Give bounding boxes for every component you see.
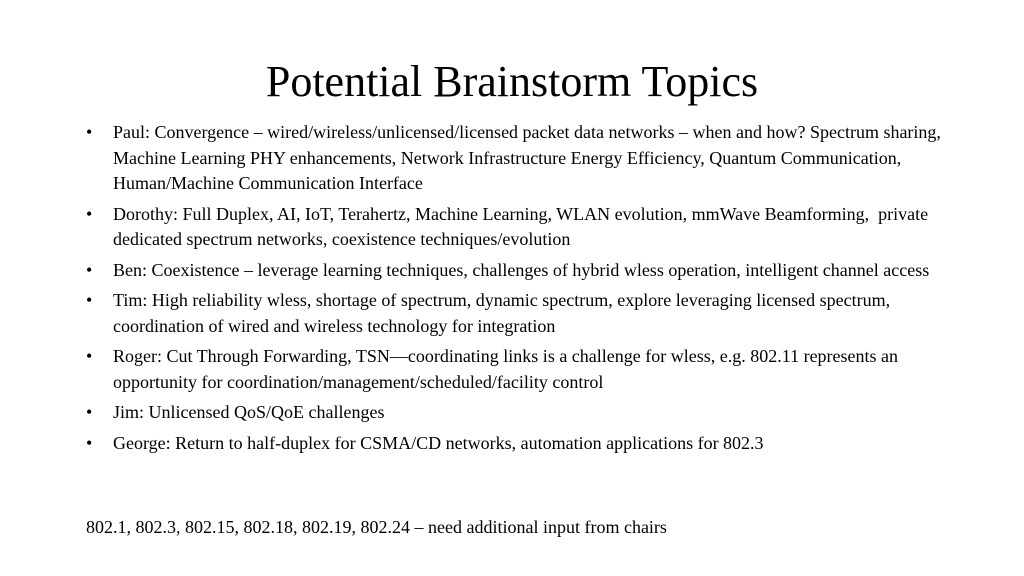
bullet-item-george	[86, 431, 946, 457]
bullet-icon: •	[86, 432, 93, 453]
bullet-text: Tim: High reliability wless, shortage of spectrum, dynamic spectrum, explore leveraging licensed spectrum, coordination of wired and wireless technology for integration	[113, 290, 891, 336]
bullet-text: Roger: Cut Through Forwarding, TSN—coordinating links is a challenge for wless, e.g. 802.11 represents an opportunity for coordination/management/scheduled/facility control	[113, 346, 899, 392]
bullet-icon: •	[86, 346, 93, 366]
bullet-icon: •	[86, 203, 93, 224]
bullet-list	[86, 120, 946, 461]
bullet-icon: •	[86, 290, 93, 310]
bullet-text: Dorothy: Full Duplex, AI, IoT, Terahertz, Machine Learning, WLAN evolution, mmWave Beamforming, private dedicated spectrum networks, coexistence techniques/evolution	[113, 203, 933, 249]
bullet-text: George: Return to half-duplex for CSMA/CD networks, automation applications for 802.3	[113, 432, 764, 453]
bullet-item-ben	[86, 258, 946, 284]
bullet-item-jim	[86, 400, 946, 426]
bullet-item-paul	[86, 120, 946, 197]
bullet-text: Ben: Coexistence – leverage learning techniques, challenges of hybrid wless operation, intelligent channel access	[113, 259, 930, 280]
bullet-item-tim	[86, 288, 946, 339]
bullet-icon: •	[86, 259, 93, 280]
slide-title: Potential Brainstorm Topics	[265, 57, 759, 106]
bullet-item-roger	[86, 344, 946, 395]
bullet-item-dorothy	[86, 202, 946, 253]
footer-note: 802.1, 802.3, 802.15, 802.18, 802.19, 802.24 – need additional input from chairs	[86, 517, 667, 537]
bullet-text: Paul: Convergence – wired/wireless/unlicensed/licensed packet data networks – when and how? Spectrum sharing, Machine Learning PHY enhancements, Network Infrastructure Energy Efficiency, Quantum Communication, Human/Machine Communication Interface	[113, 122, 941, 193]
bullet-icon: •	[86, 402, 93, 422]
bullet-icon: •	[86, 122, 93, 142]
bullet-text: Jim: Unlicensed QoS/QoE challenges	[113, 402, 385, 422]
